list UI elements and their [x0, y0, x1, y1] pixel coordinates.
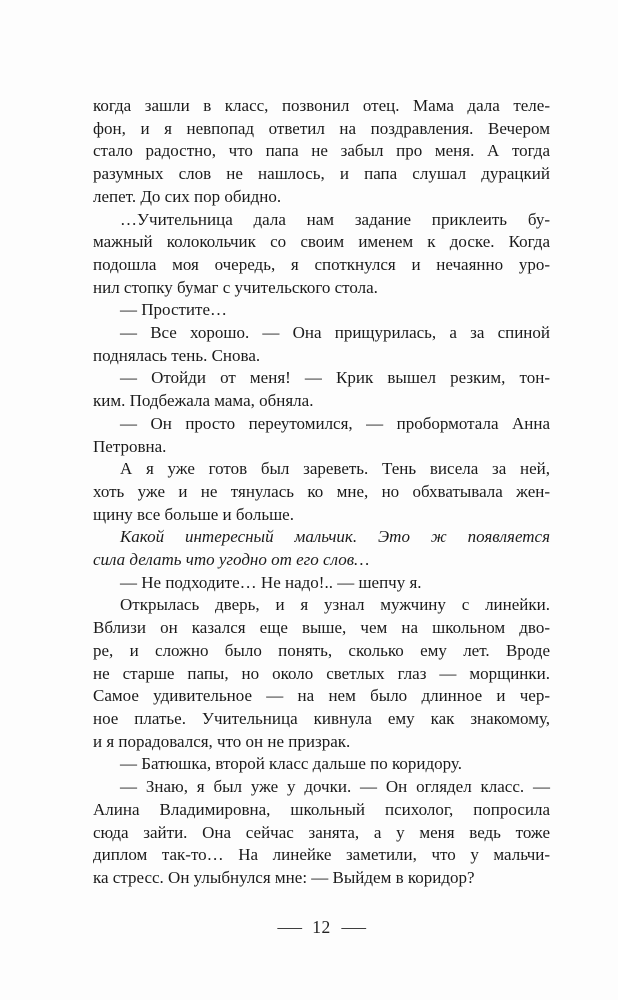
text-line: сюда зайти. Она сейчас занята, а у меня ведь тоже [93, 822, 550, 842]
text-line: стало радостно, что папа не забыл про меня. А тогда [93, 141, 550, 161]
paragraph [93, 572, 550, 595]
paragraph [93, 299, 550, 322]
text-line: ре, и сложно было понять, сколько ему лет. Вроде [93, 640, 550, 660]
text-line: диплом так-то… На линейке заметили, что у мальчи- [93, 845, 550, 865]
footer-left-dash: — [277, 916, 302, 937]
text-line: А я уже готов был зареветь. Тень висела за ней, [120, 459, 550, 479]
text-line: Открылась дверь, и я узнал мужчину с линейки. [120, 595, 550, 615]
text-line: ким. Подбежала мама, обняла. [93, 391, 314, 411]
text-line: — Все хорошо. — Она прищурилась, а за спиной [120, 323, 550, 343]
text-line: фон, и я невпопад ответил на поздравления. Вечером [93, 118, 550, 138]
text-line: Вблизи он казался еще выше, чем на школьном дво- [93, 618, 550, 638]
text-line: хоть уже и не тянулась ко мне, но обхватывала жен- [93, 481, 550, 501]
paragraph-italic [93, 526, 550, 571]
paragraph [93, 95, 550, 209]
page-number: 12 [312, 916, 331, 937]
paragraph [93, 776, 550, 890]
paragraph [93, 209, 550, 300]
text-line: сила делать что угодно от его слов… [93, 550, 370, 570]
paragraph [93, 753, 550, 776]
text-line: щину все больше и больше. [93, 504, 294, 524]
text-line: — Знаю, я был уже у дочки. — Он оглядел класс. — [120, 777, 550, 797]
text-line: лепет. До сих пор обидно. [93, 186, 282, 206]
paragraph [93, 322, 550, 367]
paragraph [93, 594, 550, 753]
page-text [93, 95, 550, 890]
text-line: когда зашли в класс, позвонил отец. Мама дала теле- [93, 96, 550, 115]
page-footer [93, 916, 550, 938]
text-line: не старше папы, но около светлых глаз — морщинки. [93, 663, 550, 683]
paragraph [93, 413, 550, 458]
text-line: — Отойди от меня! — Крик вышел резким, тон- [120, 368, 550, 388]
text-line: — Батюшка, второй класс дальше по коридору. [120, 754, 462, 774]
text-line: мажный колокольчик со своим именем к доске. Когда [93, 232, 550, 252]
text-line: Петровна. [93, 436, 167, 456]
text-line: Какой интересный мальчик. Это ж появляется [120, 527, 550, 547]
footer-right-dash: — [341, 916, 366, 937]
paragraph [93, 458, 550, 526]
text-line: нил стопку бумаг с учительского стола. [93, 277, 378, 297]
text-line: поднялась тень. Снова. [93, 345, 261, 365]
text-line: и я порадовался, что он не призрак. [93, 731, 351, 751]
book-page [93, 95, 550, 938]
text-line: — Не подходите… Не надо!.. — шепчу я. [120, 572, 422, 592]
text-line: ка стресс. Он улыбнулся мне: — Выйдем в коридор? [93, 867, 475, 887]
text-line: ное платье. Учительница кивнула ему как знакомому, [93, 708, 550, 728]
text-line: Самое удивительное — на нем было длинное и чер- [93, 686, 550, 706]
text-line: …Учительница дала нам задание приклеить бу- [120, 209, 550, 229]
text-line: — Простите… [120, 300, 227, 320]
text-line: подошла моя очередь, я споткнулся и нечаянно уро- [93, 254, 550, 274]
text-line: Алина Владимировна, школьный психолог, попросила [93, 799, 550, 819]
text-line: разумных слов не нашлось, и папа слушал дурацкий [93, 164, 550, 184]
paragraph [93, 367, 550, 412]
text-line: — Он просто переутомился, — пробормотала Анна [120, 413, 550, 433]
